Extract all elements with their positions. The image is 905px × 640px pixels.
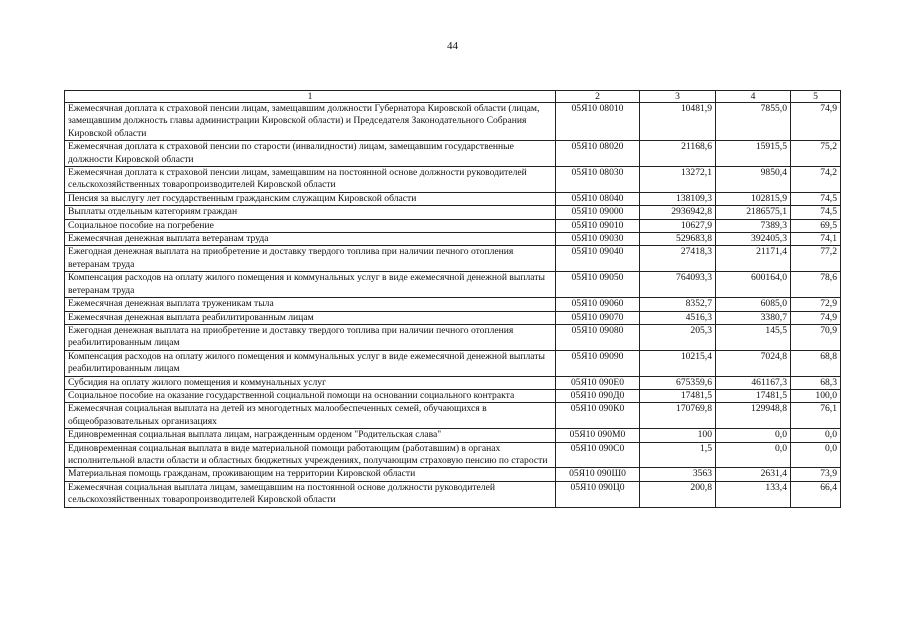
row-name-cell: Социальное пособие на погребение	[65, 219, 556, 232]
actual-amount-cell: 461167,3	[716, 376, 791, 389]
actual-amount-cell: 600164,0	[716, 272, 791, 298]
actual-amount-cell: 7389,3	[716, 219, 791, 232]
row-name-cell: Единовременная социальная выплата в виде материальной помощи работающим (работавшим) в органах исполнительной власти области и областных бюджетных учреждениях, получающим страховую пенсию по старости	[65, 442, 556, 468]
budget-code-cell: 05Я10 090К0	[556, 403, 640, 429]
row-name-cell: Ежегодная денежная выплата на приобретение и доставку твердого топлива при наличии печного отопления реабилитированным лицам	[65, 324, 556, 350]
execution-percent-cell: 76,1	[791, 403, 841, 429]
table-row	[65, 350, 841, 376]
table-row	[65, 324, 841, 350]
planned-amount-cell: 100	[640, 429, 716, 442]
planned-amount-cell: 1,5	[640, 442, 716, 468]
row-name-cell: Ежемесячная социальная выплата лицам, замещавшим на постоянной основе должности руководителей сельскохозяйственных товаропроизводителей Кировской области	[65, 481, 556, 507]
planned-amount-cell: 21168,6	[640, 141, 716, 167]
planned-amount-cell: 8352,7	[640, 298, 716, 311]
execution-percent-cell: 74,9	[791, 103, 841, 141]
row-name-cell: Ежемесячная доплата к страховой пенсии по старости (инвалидности) лицам, замещавшим государственные должности Кировской области	[65, 141, 556, 167]
budget-code-cell: 05Я10 09040	[556, 246, 640, 272]
budget-code-cell: 05Я10 090М0	[556, 429, 640, 442]
actual-amount-cell: 3380,7	[716, 311, 791, 324]
actual-amount-cell: 9850,4	[716, 167, 791, 193]
row-name-cell: Ежемесячная денежная выплата труженикам тыла	[65, 298, 556, 311]
budget-code-cell: 05Я10 09030	[556, 233, 640, 246]
execution-percent-cell: 73,9	[791, 468, 841, 481]
actual-amount-cell: 2186575,1	[716, 206, 791, 219]
planned-amount-cell: 27418,3	[640, 246, 716, 272]
budget-table	[64, 90, 841, 508]
table-row	[65, 429, 841, 442]
table-row	[65, 389, 841, 402]
execution-percent-cell: 68,8	[791, 350, 841, 376]
execution-percent-cell: 74,1	[791, 233, 841, 246]
budget-code-cell: 05Я10 08030	[556, 167, 640, 193]
table-row	[65, 298, 841, 311]
table-row	[65, 167, 841, 193]
table-row	[65, 219, 841, 232]
table-row	[65, 141, 841, 167]
actual-amount-cell: 6085,0	[716, 298, 791, 311]
actual-amount-cell: 0,0	[716, 442, 791, 468]
actual-amount-cell: 102815,9	[716, 192, 791, 205]
page-number: 44	[447, 40, 458, 52]
row-name-cell: Ежемесячная доплата к страховой пенсии лицам, замещавшим на постоянной основе должности руководителей сельскохозяйственных товаропроизводителей Кировской области	[65, 167, 556, 193]
planned-amount-cell: 4516,3	[640, 311, 716, 324]
actual-amount-cell: 17481,5	[716, 389, 791, 402]
planned-amount-cell: 764093,3	[640, 272, 716, 298]
planned-amount-cell: 200,8	[640, 481, 716, 507]
budget-code-cell: 05Я10 09050	[556, 272, 640, 298]
budget-code-cell: 05Я10 090Е0	[556, 376, 640, 389]
budget-code-cell: 05Я10 09060	[556, 298, 640, 311]
budget-code-cell: 05Я10 09070	[556, 311, 640, 324]
planned-amount-cell: 10627,9	[640, 219, 716, 232]
table-row	[65, 468, 841, 481]
row-name-cell: Ежемесячная денежная выплата ветеранам труда	[65, 233, 556, 246]
execution-percent-cell: 74,2	[791, 167, 841, 193]
budget-code-cell: 05Я10 090С0	[556, 442, 640, 468]
row-name-cell: Компенсация расходов на оплату жилого помещения и коммунальных услуг в виде ежемесячной денежной выплаты реабилитированным лицам	[65, 350, 556, 376]
planned-amount-cell: 3563	[640, 468, 716, 481]
planned-amount-cell: 10481,9	[640, 103, 716, 141]
table-body	[65, 103, 841, 508]
table-header-row	[65, 91, 841, 103]
actual-amount-cell: 7855,0	[716, 103, 791, 141]
execution-percent-cell: 72,9	[791, 298, 841, 311]
row-name-cell: Ежемесячная социальная выплата на детей из многодетных малообеспеченных семей, обучающихся в общеобразовательных организациях	[65, 403, 556, 429]
actual-amount-cell: 145,5	[716, 324, 791, 350]
planned-amount-cell: 2936942,8	[640, 206, 716, 219]
execution-percent-cell: 77,2	[791, 246, 841, 272]
execution-percent-cell: 74,9	[791, 311, 841, 324]
execution-percent-cell: 74,5	[791, 206, 841, 219]
row-name-cell: Ежемесячная денежная выплата реабилитированным лицам	[65, 311, 556, 324]
budget-code-cell: 05Я10 08040	[556, 192, 640, 205]
table-row	[65, 103, 841, 141]
actual-amount-cell: 129948,8	[716, 403, 791, 429]
planned-amount-cell: 13272,1	[640, 167, 716, 193]
budget-code-cell: 05Я10 09090	[556, 350, 640, 376]
row-name-cell: Единовременная социальная выплата лицам, награжденным орденом "Родительская слава"	[65, 429, 556, 442]
budget-code-cell: 05Я10 090Ш0	[556, 468, 640, 481]
row-name-cell: Субсидия на оплату жилого помещения и коммунальных услуг	[65, 376, 556, 389]
column-header: 2	[556, 91, 640, 103]
planned-amount-cell: 205,3	[640, 324, 716, 350]
row-name-cell: Социальное пособие на оказание государственной социальной помощи на основании социального контракта	[65, 389, 556, 402]
planned-amount-cell: 170769,8	[640, 403, 716, 429]
actual-amount-cell: 15915,5	[716, 141, 791, 167]
budget-code-cell: 05Я10 090Ц0	[556, 481, 640, 507]
planned-amount-cell: 10215,4	[640, 350, 716, 376]
table-row	[65, 192, 841, 205]
table-row	[65, 272, 841, 298]
actual-amount-cell: 133,4	[716, 481, 791, 507]
planned-amount-cell: 529683,8	[640, 233, 716, 246]
planned-amount-cell: 138109,3	[640, 192, 716, 205]
budget-code-cell: 05Я10 09010	[556, 219, 640, 232]
budget-code-cell: 05Я10 09080	[556, 324, 640, 350]
row-name-cell: Выплаты отдельным категориям граждан	[65, 206, 556, 219]
column-header: 3	[640, 91, 716, 103]
execution-percent-cell: 0,0	[791, 429, 841, 442]
table-row	[65, 311, 841, 324]
execution-percent-cell: 100,0	[791, 389, 841, 402]
budget-code-cell: 05Я10 090Д0	[556, 389, 640, 402]
actual-amount-cell: 21171,4	[716, 246, 791, 272]
planned-amount-cell: 675359,6	[640, 376, 716, 389]
row-name-cell: Ежемесячная доплата к страховой пенсии лицам, замещавшим должности Губернатора Кировской области (лицам, замещавшим должность главы администрации Кировской области) и Председателя Законодательного Собрания Кировской области	[65, 103, 556, 141]
row-name-cell: Материальная помощь гражданам, проживающим на территории Кировской области	[65, 468, 556, 481]
execution-percent-cell: 66,4	[791, 481, 841, 507]
table-row	[65, 376, 841, 389]
planned-amount-cell: 17481,5	[640, 389, 716, 402]
execution-percent-cell: 0,0	[791, 442, 841, 468]
budget-code-cell: 05Я10 08010	[556, 103, 640, 141]
row-name-cell: Ежегодная денежная выплата на приобретение и доставку твердого топлива при наличии печного отопления ветеранам труда	[65, 246, 556, 272]
actual-amount-cell: 0,0	[716, 429, 791, 442]
table-row	[65, 246, 841, 272]
row-name-cell: Компенсация расходов на оплату жилого помещения и коммунальных услуг в виде ежемесячной денежной выплаты ветеранам труда	[65, 272, 556, 298]
actual-amount-cell: 392405,3	[716, 233, 791, 246]
table-row	[65, 206, 841, 219]
execution-percent-cell: 74,5	[791, 192, 841, 205]
table-row	[65, 481, 841, 507]
execution-percent-cell: 70,9	[791, 324, 841, 350]
execution-percent-cell: 68,3	[791, 376, 841, 389]
table-row	[65, 403, 841, 429]
execution-percent-cell: 69,5	[791, 219, 841, 232]
table-row	[65, 442, 841, 468]
budget-code-cell: 05Я10 08020	[556, 141, 640, 167]
row-name-cell: Пенсия за выслугу лет государственным гражданским служащим Кировской области	[65, 192, 556, 205]
column-header: 5	[791, 91, 841, 103]
column-header: 1	[65, 91, 556, 103]
column-header: 4	[716, 91, 791, 103]
execution-percent-cell: 75,2	[791, 141, 841, 167]
execution-percent-cell: 78,6	[791, 272, 841, 298]
actual-amount-cell: 7024,8	[716, 350, 791, 376]
actual-amount-cell: 2631,4	[716, 468, 791, 481]
table-row	[65, 233, 841, 246]
budget-code-cell: 05Я10 09000	[556, 206, 640, 219]
